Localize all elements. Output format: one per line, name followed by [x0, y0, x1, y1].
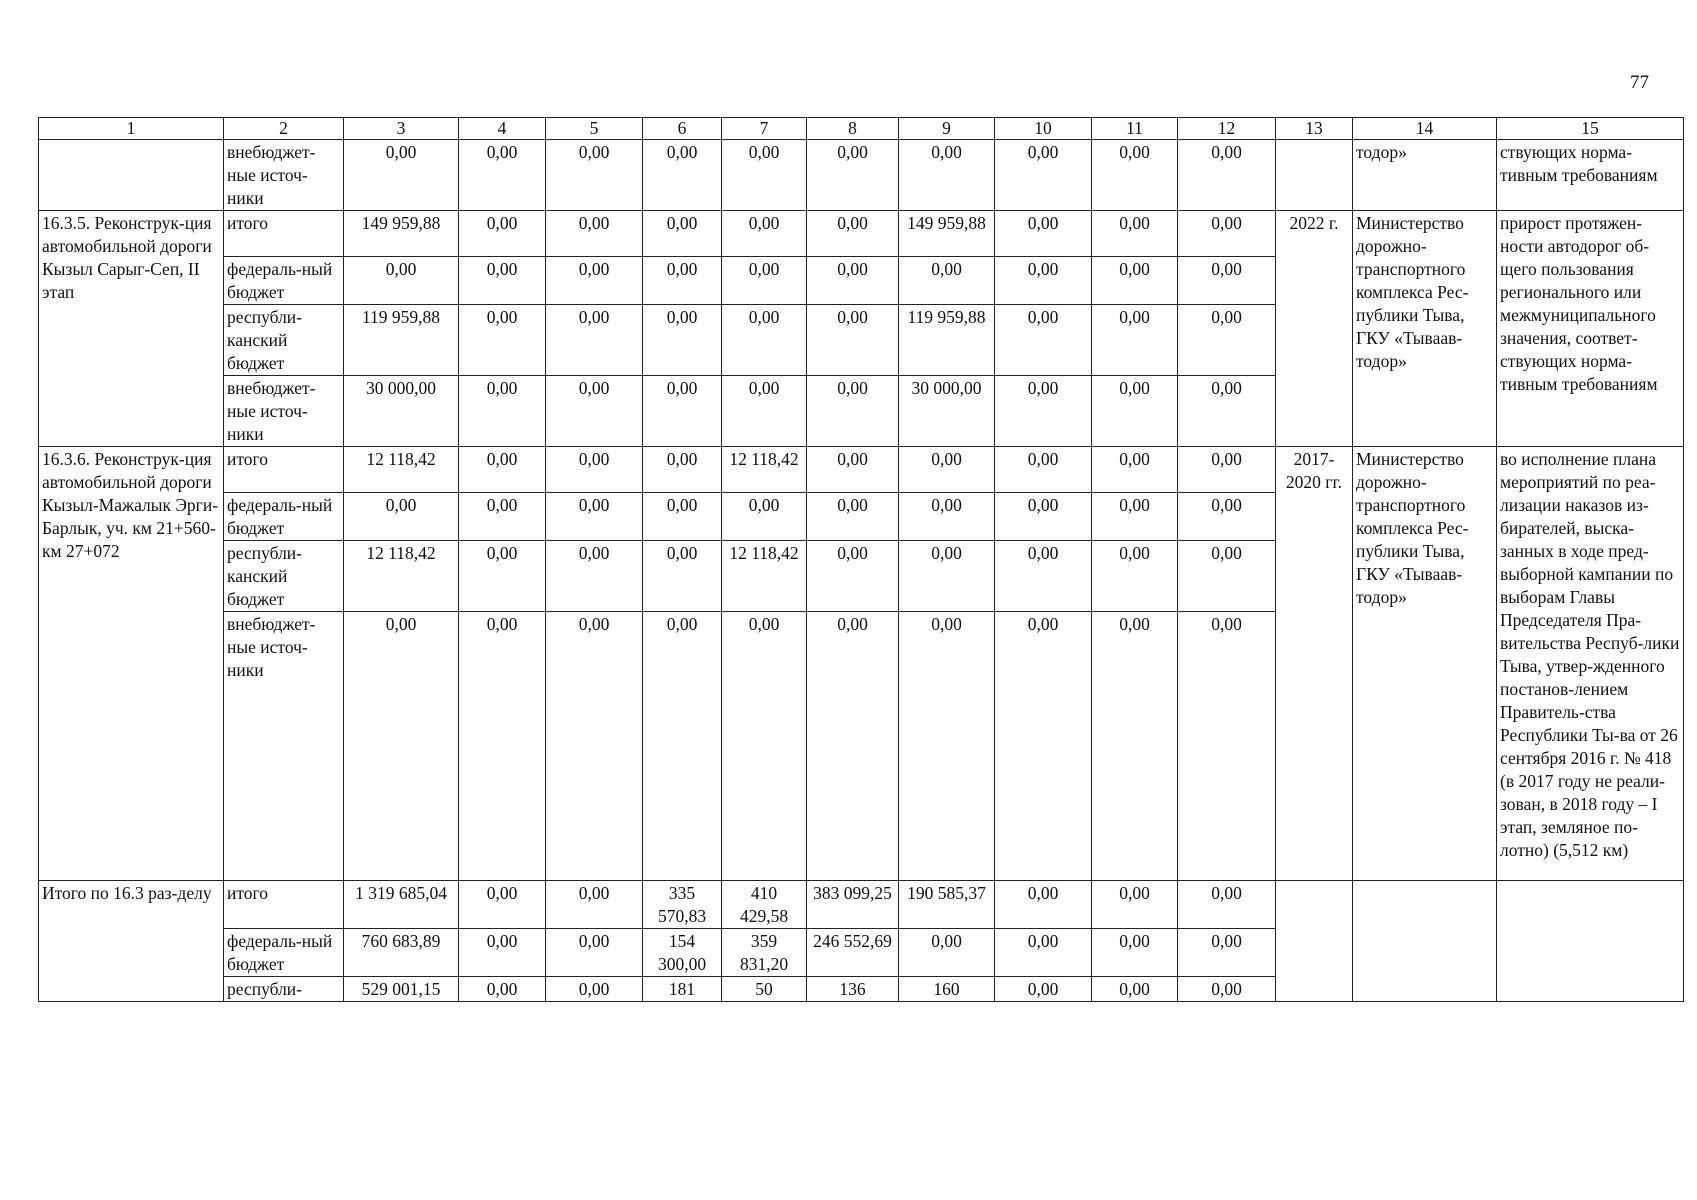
amount-cell: 0,00 — [1092, 977, 1178, 1002]
amount-cell: 160 — [899, 977, 995, 1002]
amount-cell: 0,00 — [546, 257, 643, 305]
budget-table — [38, 117, 1684, 1002]
amount-cell: 0,00 — [1178, 305, 1276, 376]
amount-cell: 0,00 — [344, 493, 459, 541]
amount-cell: 0,00 — [1178, 447, 1276, 493]
amount-cell: 12 118,42 — [722, 447, 807, 493]
amount-cell: 0,00 — [995, 376, 1092, 447]
amount-cell: 0,00 — [807, 493, 899, 541]
amount-cell: 0,00 — [546, 447, 643, 493]
amount-cell: 0,00 — [1092, 493, 1178, 541]
amount-cell: 246 552,69 — [807, 929, 899, 977]
amount-cell: 0,00 — [995, 977, 1092, 1002]
column-number-row — [39, 118, 1684, 140]
amount-cell: 359 831,20 — [722, 929, 807, 977]
amount-cell: 0,00 — [459, 612, 546, 881]
amount-cell: 0,00 — [995, 881, 1092, 929]
amount-cell: 0,00 — [722, 493, 807, 541]
amount-cell: 0,00 — [1092, 929, 1178, 977]
amount-cell: 0,00 — [899, 541, 995, 612]
amount-cell: 0,00 — [1178, 211, 1276, 257]
amount-cell: 0,00 — [546, 376, 643, 447]
amount-cell: 181 — [643, 977, 722, 1002]
amount-cell: 0,00 — [546, 881, 643, 929]
amount-cell: 0,00 — [807, 376, 899, 447]
amount-cell: 0,00 — [344, 257, 459, 305]
amount-cell: 0,00 — [1092, 541, 1178, 612]
amount-cell: 0,00 — [1092, 376, 1178, 447]
column-number: 8 — [807, 118, 899, 140]
column-number: 7 — [722, 118, 807, 140]
amount-cell: 0,00 — [643, 257, 722, 305]
funding-source-cell: итого — [224, 211, 344, 257]
amount-cell: 0,00 — [546, 211, 643, 257]
amount-cell: 136 — [807, 977, 899, 1002]
amount-cell: 149 959,88 — [899, 211, 995, 257]
table-row — [39, 447, 1684, 493]
amount-cell: 0,00 — [995, 541, 1092, 612]
amount-cell: 529 001,15 — [344, 977, 459, 1002]
amount-cell: 0,00 — [1092, 612, 1178, 881]
amount-cell: 0,00 — [722, 257, 807, 305]
column-number: 10 — [995, 118, 1092, 140]
page-number: 77 — [1630, 72, 1649, 93]
column-number: 6 — [643, 118, 722, 140]
amount-cell: 0,00 — [899, 493, 995, 541]
funding-source-cell: внебюджет-ные источ-ники — [224, 140, 344, 211]
amount-cell: 119 959,88 — [344, 305, 459, 376]
amount-cell: 0,00 — [1178, 376, 1276, 447]
amount-cell: 0,00 — [546, 140, 643, 211]
amount-cell: 0,00 — [546, 612, 643, 881]
amount-cell: 0,00 — [995, 447, 1092, 493]
amount-cell: 0,00 — [546, 929, 643, 977]
amount-cell: 0,00 — [995, 929, 1092, 977]
column-number: 4 — [459, 118, 546, 140]
amount-cell: 0,00 — [459, 541, 546, 612]
table-row — [39, 211, 1684, 257]
amount-cell: 0,00 — [459, 211, 546, 257]
amount-cell: 0,00 — [1178, 140, 1276, 211]
column-number: 15 — [1497, 118, 1684, 140]
event-name-cell: 16.3.6. Реконструк-ция автомобильной дороги Кызыл-Мажалык Эрги-Барлык, уч. км 21+560-км 27+072 — [39, 447, 224, 881]
amount-cell: 0,00 — [643, 612, 722, 881]
amount-cell: 0,00 — [459, 493, 546, 541]
amount-cell: 0,00 — [1178, 929, 1276, 977]
column-number: 3 — [344, 118, 459, 140]
amount-cell: 0,00 — [459, 376, 546, 447]
amount-cell: 30 000,00 — [899, 376, 995, 447]
funding-source-cell: итого — [224, 447, 344, 493]
amount-cell: 0,00 — [995, 257, 1092, 305]
amount-cell: 0,00 — [1178, 612, 1276, 881]
amount-cell: 0,00 — [1178, 977, 1276, 1002]
amount-cell: 0,00 — [899, 447, 995, 493]
amount-cell: 0,00 — [807, 305, 899, 376]
amount-cell: 335 570,83 — [643, 881, 722, 929]
column-number: 14 — [1353, 118, 1497, 140]
column-number: 5 — [546, 118, 643, 140]
amount-cell: 0,00 — [459, 977, 546, 1002]
funding-source-cell: итого — [224, 881, 344, 929]
amount-cell: 149 959,88 — [344, 211, 459, 257]
result-cell: прирост протяжен-ности автодорог об-щего пользования регионального или межмуниципального значения, соответ-ствующих норма-тивным требованиям — [1497, 211, 1684, 447]
event-name-cell: Итого по 16.3 раз-делу — [39, 881, 224, 1002]
amount-cell: 0,00 — [995, 140, 1092, 211]
amount-cell: 0,00 — [807, 140, 899, 211]
amount-cell: 0,00 — [995, 211, 1092, 257]
table-row — [39, 140, 1684, 211]
funding-source-cell: федераль-ный бюджет — [224, 929, 344, 977]
amount-cell: 0,00 — [1092, 447, 1178, 493]
amount-cell: 12 118,42 — [722, 541, 807, 612]
result-cell — [1497, 881, 1684, 1002]
amount-cell: 0,00 — [459, 447, 546, 493]
amount-cell: 0,00 — [807, 447, 899, 493]
year-cell: 2017-2020 гг. — [1276, 447, 1353, 881]
amount-cell: 0,00 — [899, 257, 995, 305]
amount-cell: 0,00 — [722, 305, 807, 376]
amount-cell: 190 585,37 — [899, 881, 995, 929]
amount-cell: 0,00 — [899, 929, 995, 977]
funding-source-cell: внебюджет-ные источ-ники — [224, 376, 344, 447]
amount-cell: 0,00 — [459, 881, 546, 929]
year-cell — [1276, 140, 1353, 211]
amount-cell: 0,00 — [546, 305, 643, 376]
amount-cell: 12 118,42 — [344, 541, 459, 612]
amount-cell: 0,00 — [722, 211, 807, 257]
executor-cell: Министерство дорожно-транспортного комплекса Рес-публики Тыва, ГКУ «Тываав-тодор» — [1353, 447, 1497, 881]
column-number: 12 — [1178, 118, 1276, 140]
amount-cell: 0,00 — [643, 541, 722, 612]
executor-cell — [1353, 881, 1497, 1002]
amount-cell: 0,00 — [807, 612, 899, 881]
amount-cell: 0,00 — [643, 493, 722, 541]
funding-source-cell: республи-канский бюджет — [224, 541, 344, 612]
amount-cell: 0,00 — [643, 305, 722, 376]
amount-cell: 0,00 — [546, 493, 643, 541]
amount-cell: 0,00 — [807, 541, 899, 612]
result-cell: во исполнение плана мероприятий по реа-лизации наказов из-бирателей, выска-занных в ходе пред-выборной кампании по выборам Главы Председателя Пра-вительства Респуб-лики Тыва, утвер-жденного постанов-лением Правитель-ства Республики Ты-ва от 26 сентября 2016 г. № 418 (в 2017 году не реали-зован, в 2018 году – I этап, земляное по-лотно) (5,512 км) — [1497, 447, 1684, 881]
amount-cell: 0,00 — [995, 612, 1092, 881]
amount-cell: 0,00 — [643, 447, 722, 493]
amount-cell: 0,00 — [807, 211, 899, 257]
column-number: 2 — [224, 118, 344, 140]
amount-cell: 0,00 — [1178, 493, 1276, 541]
amount-cell: 0,00 — [807, 257, 899, 305]
column-number: 11 — [1092, 118, 1178, 140]
amount-cell: 0,00 — [546, 977, 643, 1002]
result-cell: ствующих норма-тивным требованиям — [1497, 140, 1684, 211]
amount-cell: 0,00 — [1178, 881, 1276, 929]
amount-cell: 383 099,25 — [807, 881, 899, 929]
amount-cell: 0,00 — [546, 541, 643, 612]
funding-source-cell: внебюджет-ные источ-ники — [224, 612, 344, 881]
amount-cell: 0,00 — [722, 140, 807, 211]
executor-cell: Министерство дорожно-транспортного комплекса Рес-публики Тыва, ГКУ «Тываав-тодор» — [1353, 211, 1497, 447]
amount-cell: 0,00 — [995, 305, 1092, 376]
table-row — [39, 881, 1684, 929]
amount-cell: 50 — [722, 977, 807, 1002]
amount-cell: 0,00 — [459, 305, 546, 376]
column-number: 13 — [1276, 118, 1353, 140]
amount-cell: 0,00 — [899, 612, 995, 881]
amount-cell: 0,00 — [1092, 140, 1178, 211]
amount-cell: 1 319 685,04 — [344, 881, 459, 929]
amount-cell: 0,00 — [899, 140, 995, 211]
amount-cell: 0,00 — [1178, 541, 1276, 612]
amount-cell: 0,00 — [1092, 257, 1178, 305]
amount-cell: 0,00 — [722, 612, 807, 881]
amount-cell: 12 118,42 — [344, 447, 459, 493]
amount-cell: 30 000,00 — [344, 376, 459, 447]
amount-cell: 119 959,88 — [899, 305, 995, 376]
amount-cell: 0,00 — [643, 376, 722, 447]
amount-cell: 0,00 — [995, 493, 1092, 541]
amount-cell: 0,00 — [459, 257, 546, 305]
amount-cell: 0,00 — [643, 140, 722, 211]
amount-cell: 0,00 — [459, 929, 546, 977]
amount-cell: 410 429,58 — [722, 881, 807, 929]
amount-cell: 0,00 — [1092, 305, 1178, 376]
funding-source-cell: республи-канский бюджет — [224, 305, 344, 376]
executor-cell: тодор» — [1353, 140, 1497, 211]
amount-cell: 0,00 — [344, 140, 459, 211]
amount-cell: 0,00 — [722, 376, 807, 447]
column-number: 1 — [39, 118, 224, 140]
amount-cell: 0,00 — [1092, 881, 1178, 929]
year-cell — [1276, 881, 1353, 1002]
amount-cell: 760 683,89 — [344, 929, 459, 977]
year-cell: 2022 г. — [1276, 211, 1353, 447]
amount-cell: 0,00 — [1092, 211, 1178, 257]
column-number: 9 — [899, 118, 995, 140]
amount-cell: 0,00 — [643, 211, 722, 257]
event-name-cell: 16.3.5. Реконструк-ция автомобильной дороги Кызыл Сарыг-Сеп, II этап — [39, 211, 224, 447]
amount-cell: 0,00 — [459, 140, 546, 211]
amount-cell: 0,00 — [1178, 257, 1276, 305]
amount-cell: 0,00 — [344, 612, 459, 881]
funding-source-cell: федераль-ный бюджет — [224, 493, 344, 541]
funding-source-cell: федераль-ный бюджет — [224, 257, 344, 305]
amount-cell: 154 300,00 — [643, 929, 722, 977]
funding-source-cell: республи- — [224, 977, 344, 1002]
event-name-cell — [39, 140, 224, 211]
